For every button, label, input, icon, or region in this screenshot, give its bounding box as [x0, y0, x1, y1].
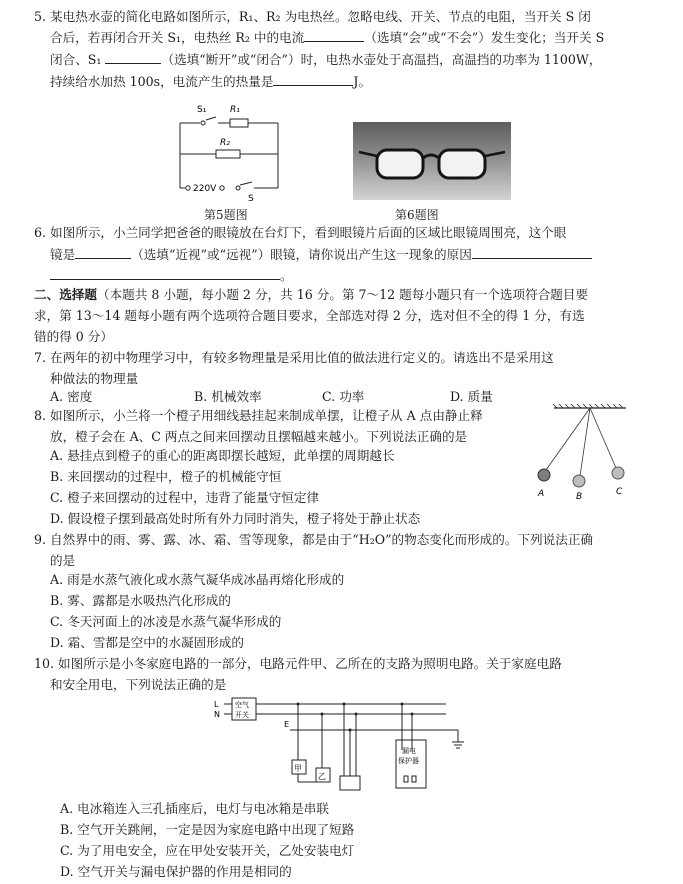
q5-text: J。: [353, 74, 372, 89]
q5-line-1: 5. 某电热水壶的简化电路如图所示，R₁、R₂ 为电热丝。忽略电线、开关、节点的电阻，当开关 S 闭: [34, 9, 591, 24]
answer-blank: [304, 28, 364, 42]
q8-line-2: 放，橙子会在 A、C 两点之间来回摆动且摆幅越来越小。下列说法正确的是: [50, 429, 468, 444]
q10-option-d: D. 空气开关与漏电保护器的作用是相同的: [60, 864, 292, 879]
label-220v: 220V: [193, 184, 217, 194]
label-jia: 甲: [294, 764, 302, 773]
label-l: L: [214, 700, 219, 709]
q6-line-3: [50, 266, 293, 285]
switch-node: [201, 121, 205, 125]
q7-option-d: D. 质量: [450, 389, 493, 404]
breaker-label-2: 开关: [235, 711, 249, 719]
answer-blank: [75, 245, 131, 259]
q5-text: 合后，若再闭合开关 S₁，电热丝 R₂ 中的电流: [50, 30, 305, 45]
label-s: S: [248, 194, 254, 202]
q5-text: （选填“会”或“不会”）发生变化；当开关 S: [364, 30, 605, 45]
q5-line-4: [50, 72, 371, 91]
figure-10-household-circuit: [212, 696, 468, 800]
q5-text: （选填“断开”或“闭合”）时，电热水壶处于高温挡，高温挡的功率为 1100W，: [161, 52, 602, 67]
q8-option-c: C. 橙子来回摆动的过程中，违背了能量守恒定律: [50, 490, 320, 505]
q9-option-c: C. 冬天河面上的冰凌是水蒸气凝华形成的: [50, 614, 282, 629]
figure-5-caption: 第5题图: [204, 208, 248, 222]
label-c: C: [616, 487, 623, 497]
q7-line-2: 种做法的物理量: [50, 371, 139, 386]
label-n: N: [214, 710, 220, 719]
q9-option-b: B. 雾、露都是水吸热汽化形成的: [50, 593, 231, 608]
q6-line-1: 6. 如图所示，小兰同学把爸爸的眼镜放在台灯下，看到眼镜片后面的区域比眼镜周围亮，这个眼: [34, 225, 567, 240]
q8-option-d: D. 假设橙子摆到最高处时所有外力同时消失，橙子将处于静止状态: [50, 511, 421, 526]
q6-text: 。: [280, 268, 293, 283]
q10-option-b: B. 空气开关跳闸，一定是因为家庭电路中出现了短路: [60, 822, 355, 837]
q10-line-2: 和安全用电，下列说法正确的是: [50, 677, 227, 692]
left-lens: [377, 150, 423, 178]
q5-line-3: [50, 50, 601, 69]
q6-text: （选填“近视”或“远视”）眼镜，请你说出产生这一现象的原因: [131, 247, 472, 262]
label-e: E: [284, 720, 290, 729]
label-s1: S₁: [197, 105, 207, 115]
orange-bob-c: [612, 467, 624, 479]
q9-line-1: 9. 自然界中的雨、雾、露、冰、霜、雪等现象，都是由于“H₂O”的物态变化而形成的。下列说法正确: [34, 532, 594, 547]
answer-blank: [273, 72, 353, 86]
switch-node: [236, 186, 240, 190]
pendulum-string: [546, 408, 590, 470]
section-2-line-2: 求，第 13～14 题每小题有两个选项符合题目要求，全部选对得 2 分，选对但不全的得 1 分，有选: [34, 308, 585, 323]
q9-option-a: A. 雨是水蒸气液化或水蒸气凝华成冰晶再熔化形成的: [50, 572, 345, 587]
label-a: A: [538, 489, 545, 499]
q8-option-b: B. 来回摆动的过程中，橙子的机械能守恒: [50, 469, 282, 484]
figure-8-pendulum: [530, 404, 630, 500]
section-2-title: 二、选择题: [34, 287, 97, 302]
q7-line-1: 7. 在两年的初中物理学习中，有较多物理量是采用比值的做法进行定义的。请选出不是采用这: [34, 350, 554, 365]
figure-5-circuit: [170, 98, 290, 202]
section-2-line-3: 错的得 0 分）: [34, 329, 113, 344]
figure-6-caption: 第6题图: [395, 208, 439, 222]
pendulum-string: [580, 408, 590, 476]
pendulum-string: [590, 408, 616, 468]
answer-blank: [50, 266, 280, 280]
orange-bob-a: [538, 469, 550, 481]
q5-line-2: [50, 28, 604, 47]
right-lens: [439, 150, 485, 178]
label-yi: 乙: [318, 772, 326, 781]
q6-line-2: [50, 245, 592, 264]
terminal-node: [186, 186, 190, 190]
orange-bob-b: [573, 475, 585, 487]
q10-option-a: A. 电冰箱连入三孔插座后，电灯与电冰箱是串联: [60, 801, 329, 816]
q8-line-1: 8. 如图所示，小兰将一个橙子用细线悬挂起来制成单摆，让橙子从 A 点由静止释: [34, 408, 483, 423]
q8-option-a: A. 悬挂点到橙子的重心的距离即摆长越短，此单摆的周期越长: [50, 448, 395, 463]
terminal-node: [220, 186, 224, 190]
q9-option-d: D. 霜、雪都是空中的水凝固形成的: [50, 635, 244, 650]
rcd-label-1: 漏电: [402, 747, 416, 755]
label-r2: R₂: [220, 138, 230, 148]
breaker-label-1: 空气: [235, 701, 249, 709]
answer-blank: [472, 245, 592, 259]
q7-option-a: A. 密度: [50, 389, 93, 404]
q6-text: 镜是: [50, 247, 76, 262]
q10-option-c: C. 为了用电安全，应在甲处安装开关，乙处安装电灯: [60, 843, 355, 858]
figure-6-photo: [353, 122, 511, 200]
q5-text: 闭合、S₁: [50, 52, 102, 67]
label-r1: R₁: [230, 105, 240, 115]
q7-option-b: B. 机械效率: [194, 389, 262, 404]
rcd-label-2: 保护器: [398, 757, 419, 765]
label-b: B: [576, 492, 583, 500]
answer-blank: [105, 50, 161, 64]
q10-line-1: 10. 如图所示是小冬家庭电路的一部分，电路元件甲、乙所在的支路为照明电路。关于家庭电路: [34, 656, 562, 671]
q9-line-2: 的是: [50, 553, 76, 568]
section-2-line-1: [34, 286, 588, 304]
section-2-text: （本题共 8 小题，每小题 2 分，共 16 分。第 7～12 题每小题只有一个选项符合题目要: [96, 287, 589, 302]
q7-option-c: C. 功率: [322, 389, 365, 404]
q5-text: 持续给水加热 100s，电流产生的热量是: [50, 74, 274, 89]
